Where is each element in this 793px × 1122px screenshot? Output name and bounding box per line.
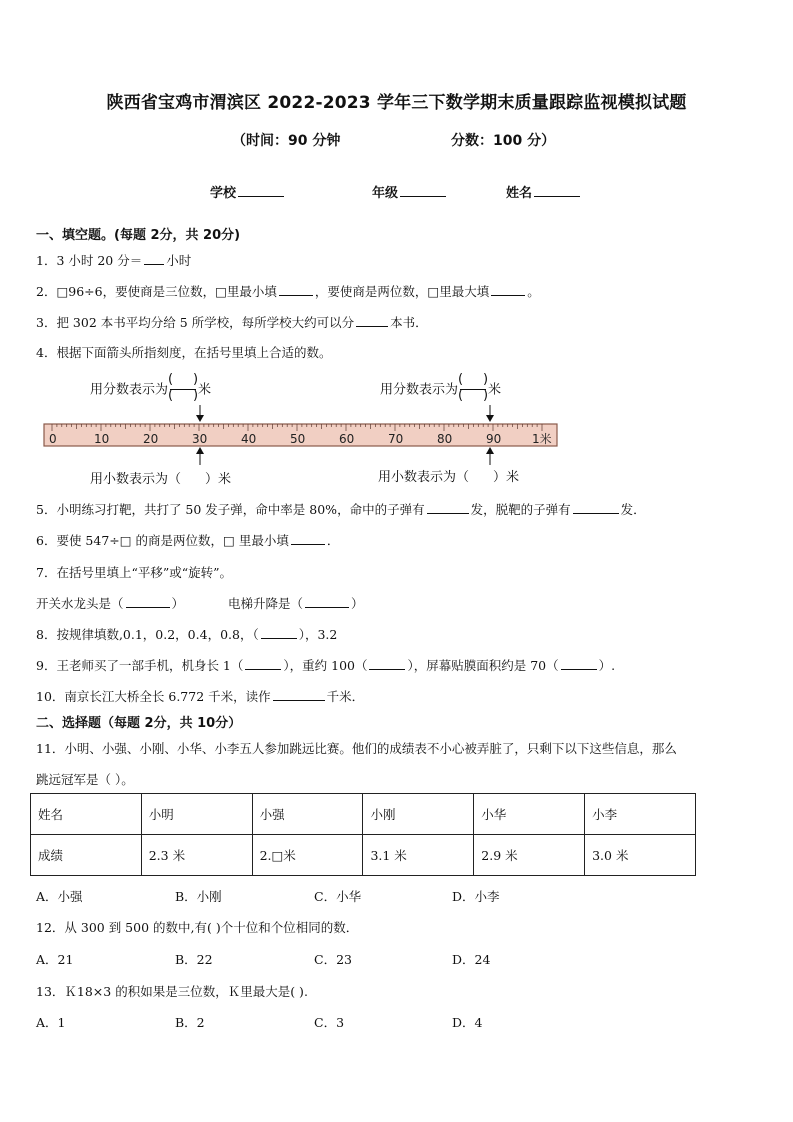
ruler-tick-label: 50 — [290, 432, 306, 446]
q3-blank[interactable] — [356, 314, 388, 327]
grade-blank[interactable] — [400, 184, 446, 197]
school-blank[interactable] — [238, 184, 284, 197]
table-cell: 姓名 — [31, 794, 142, 835]
question-5: 5．小明练习打靶，共打了 50 发子弹，命中率是 80%，命中的子弹有 发，脱靶的子弹有 发． — [36, 502, 646, 517]
name-label: 姓名 — [506, 186, 533, 201]
question-6: 6．要使 547÷□ 的商是两位数，□ 里最小填 ． — [36, 533, 340, 548]
q2-blank-1[interactable] — [279, 283, 313, 296]
exam-time: （时间：90 分钟 — [232, 133, 341, 149]
arrow-head-right — [486, 415, 494, 422]
q12-option-c[interactable]: C．23 — [314, 952, 352, 967]
q9-blank-1[interactable] — [245, 657, 281, 670]
table-cell: 2.□米 — [252, 835, 363, 876]
q6-blank[interactable] — [291, 532, 325, 545]
section1-heading: 一、填空题。(每题 2分，共 20分) — [36, 228, 241, 243]
table-row — [31, 794, 696, 835]
question-11-line1: 11．小明、小强、小刚、小华、小李五人参加跳远比赛。他们的成绩表不小心被弄脏了，只剩下以下这些信息，那么 — [36, 741, 677, 756]
q13-option-c[interactable]: C．3 — [314, 1015, 345, 1030]
name-field[interactable] — [506, 182, 580, 201]
q12-option-b[interactable]: B．22 — [175, 952, 213, 967]
ruler-tick-label: 10 — [94, 432, 110, 446]
table-cell: 3.0 米 — [585, 835, 696, 876]
q9-blank-2[interactable] — [369, 657, 405, 670]
q5-blank-2[interactable] — [573, 501, 619, 514]
table-cell: 小华 — [474, 794, 585, 835]
question-13: 13．Ｋ18×3 的积如果是三位数，Ｋ里最大是( ). — [36, 984, 308, 999]
question-9: 9．王老师买了一部手机，机身长 1（ ），重约 100（ ），屏幕贴膜面积约是 70（ ）. — [36, 658, 616, 673]
ruler-tick-label: 80 — [437, 432, 453, 446]
ruler-tick-label: 1米 — [532, 432, 552, 446]
ruler-tick-label: 70 — [388, 432, 404, 446]
question-11-line2: 跳远冠军是（ ）。 — [36, 772, 134, 787]
grade-label: 年级 — [372, 186, 399, 201]
question-7-b: 电梯升降是（ ） — [228, 596, 364, 611]
exam-score: 分数：100 分） — [451, 133, 556, 149]
q1-blank[interactable] — [144, 252, 164, 265]
table-cell: 小刚 — [363, 794, 474, 835]
section2-heading: 二、选择题（每题 2分，共 10分） — [36, 716, 242, 731]
q13-option-d[interactable]: D．4 — [452, 1015, 483, 1030]
question-7-a: 开关水龙头是（ ） — [36, 596, 185, 611]
frac-label-right: 用分数表示为 ( ) ( ) 米 — [380, 372, 502, 403]
ruler-tick-label: 20 — [143, 432, 159, 446]
ruler-tick-label: 30 — [192, 432, 208, 446]
q9-blank-3[interactable] — [561, 657, 597, 670]
ruler-tick-label: 40 — [241, 432, 257, 446]
q13-option-b[interactable]: B．2 — [175, 1015, 205, 1030]
question-10: 10．南京长江大桥全长 6.772 千米，读作 千米． — [36, 689, 365, 704]
q2-blank-2[interactable] — [491, 283, 525, 296]
q11-option-b[interactable]: B．小刚 — [175, 889, 222, 904]
q8-blank[interactable] — [261, 626, 297, 639]
table-cell: 小李 — [585, 794, 696, 835]
table-cell: 2.3 米 — [141, 835, 252, 876]
question-4: 4．根据下面箭头所指刻度，在括号里填上合适的数。 — [36, 345, 332, 360]
question-8: 8．按规律填数,0.1，0.2，0.4，0.8，（ ），3.2 — [36, 627, 338, 642]
grade-field[interactable] — [372, 182, 446, 201]
table-cell: 2.9 米 — [474, 835, 585, 876]
results-table — [30, 793, 696, 876]
ruler-figure — [40, 405, 565, 465]
name-blank[interactable] — [534, 184, 580, 197]
question-7: 7．在括号里填上“平移”或“旋转”。 — [36, 565, 233, 580]
q7-blank-1[interactable] — [126, 595, 170, 608]
frac-blank-left[interactable]: ( ) ( ) — [168, 372, 199, 403]
q12-option-d[interactable]: D．24 — [452, 952, 491, 967]
ruler-tick-label: 0 — [49, 432, 57, 446]
arrow-head-up-left — [196, 447, 204, 454]
table-cell: 成绩 — [31, 835, 142, 876]
frac-label-left: 用分数表示为 ( ) ( ) 米 — [90, 372, 212, 403]
q5-blank-1[interactable] — [427, 501, 469, 514]
q11-option-a[interactable]: A．小强 — [36, 889, 83, 904]
table-cell: 小明 — [141, 794, 252, 835]
page-title: 陕西省宝鸡市渭滨区 2022-2023 学年三下数学期末质量跟踪监视模拟试题 — [106, 93, 687, 113]
question-3: 3．把 302 本书平均分给 5 所学校，每所学校大约可以分 本书． — [36, 315, 428, 330]
dec-label-left: 用小数表示为（ ）米 — [90, 472, 232, 487]
table-row — [31, 835, 696, 876]
school-label: 学校 — [210, 186, 237, 201]
frac-blank-right[interactable]: ( ) ( ) — [458, 372, 489, 403]
arrow-head-up-right — [486, 447, 494, 454]
question-12: 12．从 300 到 500 的数中,有( )个十位和个位相同的数． — [36, 920, 359, 935]
ruler-tick-label: 60 — [339, 432, 355, 446]
q11-option-d[interactable]: D．小李 — [452, 889, 500, 904]
table-cell: 3.1 米 — [363, 835, 474, 876]
dec-label-right: 用小数表示为（ ）米 — [378, 470, 520, 485]
arrow-head-left — [196, 415, 204, 422]
ruler-tick-label: 90 — [486, 432, 502, 446]
q11-option-c[interactable]: C．小华 — [314, 889, 362, 904]
question-2: 2．□96÷6，要使商是三位数，□里最小填 ，要使商是两位数，□里最大填 。 — [36, 284, 540, 299]
q10-blank[interactable] — [273, 688, 325, 701]
q12-option-a[interactable]: A．21 — [36, 952, 74, 967]
question-1: 1．3 小时 20 分＝ 小时 — [36, 253, 192, 268]
table-cell: 小强 — [252, 794, 363, 835]
q13-option-a[interactable]: A．1 — [36, 1015, 66, 1030]
school-field[interactable] — [210, 182, 284, 201]
q7-blank-2[interactable] — [305, 595, 349, 608]
